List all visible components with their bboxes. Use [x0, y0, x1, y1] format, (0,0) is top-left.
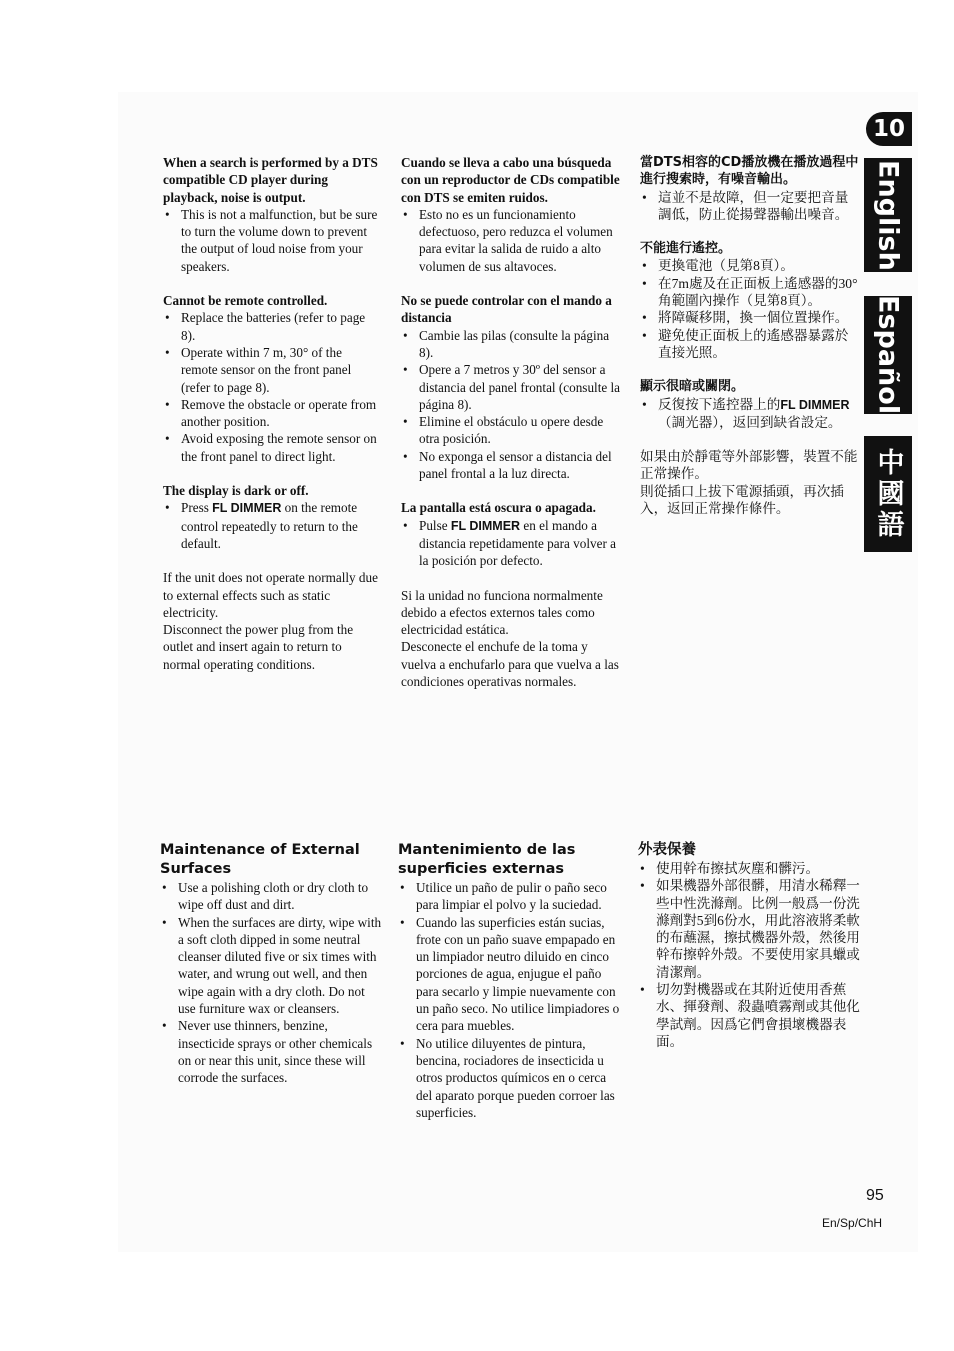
list-item: • 將障礙移開，換一個位置操作。: [640, 309, 860, 326]
chinese-note-2: 則從插口上拔下電源插頭，再次插入，返回正常操作條件。: [640, 483, 844, 517]
chinese-dts-heading: 當DTS相容的CD播放機在播放過程中進行搜索時，有噪音輸出。: [640, 155, 859, 188]
list-item: • No exponga el sensor a distancia del panel frontal a la luz directa.: [401, 448, 623, 483]
tab-chinese: [864, 436, 912, 552]
chinese-remote-heading: 不能進行遙控。: [640, 241, 732, 257]
list-item: • 切勿對機器或在其附近使用香蕉水、揮發劑、殺蟲噴霧劑或其他化學試劑。因爲它們會損壞機器表面。: [638, 981, 860, 1050]
list-item: • Opere a 7 metros y 30º del sensor a distancia del panel frontal (consulte la página 8).: [401, 361, 623, 413]
list-item: • Operate within 7 m, 30° of the remote sensor on the front panel (refer to page 8).: [163, 344, 381, 396]
list-item: • Replace the batteries (refer to page 8).: [163, 309, 381, 344]
english-dts-list: [163, 206, 381, 275]
tab-chinese-label: 中國語: [872, 447, 904, 541]
list-item: [640, 396, 860, 432]
spanish-dts-heading: Cuando se lleva a cabo una búsqueda con un reproductor de CDs compatible con DTS se emiten ruidos.: [401, 155, 620, 205]
list-item: • Esto no es un funcionamiento defectuoso, pero reduzca el volumen para evitar la salida de ruido a alto volumen de sus altavoces.: [401, 206, 623, 275]
spanish-maintenance: [398, 841, 620, 1138]
english-column: [163, 154, 381, 673]
fl-dimmer-button-label: FL DIMMER: [450, 518, 521, 533]
spanish-remote-heading: No se puede controlar con el mando a distancia: [401, 293, 612, 326]
page-number: 95: [866, 1187, 884, 1204]
list-item: • 使用幹布擦拭灰塵和髒污。: [638, 860, 860, 877]
press-text: Press: [181, 500, 209, 516]
list-item: • Utilice un paño de pulir o paño seco para limpiar el polvo y la suciedad.: [398, 879, 620, 914]
spanish-maintenance-list: [398, 879, 620, 1121]
list-item: • 更換電池（見第8頁）。: [640, 257, 860, 274]
list-item: [401, 517, 623, 570]
tab-espanol-label: Español: [872, 295, 904, 415]
english-maintenance-heading: Maintenance of External Surfaces: [160, 842, 360, 877]
english-note-1: If the unit does not operate normally due to external effects such as static electricity.: [163, 570, 378, 620]
chinese-maintenance-list: [638, 860, 860, 1050]
list-item: • Cuando las superficies están sucias, frote con un paño suave empapado en un limpiador neutro diluido en cinco porciones de agua, enjugue el paño para secarlo y limpie nuevamente con un paño seco. No utilice limpiadores o cera para muebles.: [398, 914, 620, 1035]
list-item: • Remove the obstacle or operate from another position.: [163, 396, 381, 431]
english-remote-heading: Cannot be remote controlled.: [163, 293, 328, 309]
list-item: • 這並不是故障，但一定要把音量調低，防止從揚聲器輸出噪音。: [640, 189, 860, 224]
fl-dimmer-button-label: FL DIMMER: [212, 501, 282, 516]
spanish-note-2: Desconecte el enchufe de la toma y vuelva a enchufarlo para que vuelva a las condiciones operativas normales.: [401, 639, 619, 690]
list-item: • 避免使正面板上的遙感器暴露於直接光照。: [640, 327, 860, 362]
chinese-display-heading: 顯示很暗或關閉。: [640, 379, 745, 395]
english-maintenance-list: [160, 879, 382, 1087]
list-item: • Cambie las pilas (consulte la página 8).: [401, 327, 623, 362]
spanish-dts-list: [401, 206, 623, 275]
chinese-maintenance-heading: 外表保養: [638, 842, 696, 858]
tab-english-label: English: [872, 159, 904, 271]
english-dts-heading: When a search is performed by a DTS compatible CD player during playback, noise is output.: [163, 155, 378, 205]
spanish-display-list: [401, 517, 623, 570]
list-item: • Avoid exposing the remote sensor on the front panel to direct light.: [163, 430, 381, 465]
english-remote-list: [163, 309, 381, 465]
spanish-column: [401, 154, 623, 690]
chinese-remote-list: [640, 257, 860, 361]
press-rest-text: （調光器），返回到缺省設定。: [658, 414, 842, 430]
english-display-list: [163, 499, 381, 552]
spanish-display-heading: La pantalla está oscura o apagada.: [401, 500, 596, 516]
list-item: • 如果機器外部很髒，用清水稀釋一些中性洗滌劑。比例一般爲一份洗滌劑對5到6份水，用此溶液將柔軟的布蘸濕，擦拭機器外殼，然後用幹布擦幹外殼。不要使用家具蠟或清潔劑。: [638, 877, 860, 981]
list-item: • Never use thinners, benzine, insecticide sprays or other chemicals on or near this unit, since these will corrode the surfaces.: [160, 1017, 382, 1086]
tab-english: [864, 158, 912, 272]
chinese-display-list: [640, 396, 860, 432]
spanish-maintenance-heading: Mantenimiento de las superficies externas: [398, 842, 576, 877]
chapter-number-badge: 10: [866, 112, 912, 146]
chinese-dts-list: [640, 189, 860, 224]
spanish-note-1: Si la unidad no funciona normalmente debido a efectos externos tales como electricidad estática.: [401, 587, 603, 638]
list-item: • No utilice diluyentes de pintura, bencina, rociadores de insecticida u otros productos químicos en o cerca del aparato porque pueden corroer las superficies.: [398, 1035, 620, 1121]
list-item: • When the surfaces are dirty, wipe with a soft cloth dipped in some neutral cleanser diluted five or six times with water, and wrung out well, and then wipe again with a dry cloth. Do not use furniture wax or cleansers.: [160, 914, 382, 1018]
press-text: 反復按下遙控器上的: [658, 396, 781, 412]
press-rest-text: en el mando a distancia repetidamente para volver a la posición por defecto.: [419, 517, 616, 569]
list-item: • This is not a malfunction, but be sure to turn the volume down to prevent the output of loud noise from your speakers.: [163, 206, 381, 275]
list-item: • Elimine el obstáculo u opere desde otra posición.: [401, 413, 623, 448]
english-maintenance: [160, 841, 382, 1104]
english-note-2: Disconnect the power plug from the outlet and insert again to return to normal operating conditions.: [163, 622, 354, 672]
list-item: • Use a polishing cloth or dry cloth to wipe off dust and dirt.: [160, 879, 382, 914]
list-item: [163, 499, 381, 552]
chinese-note-1: 如果由於靜電等外部影響，裝置不能正常操作。: [640, 449, 858, 482]
press-text: Pulse: [419, 517, 448, 533]
chinese-column: [640, 154, 860, 517]
english-display-heading: The display is dark or off.: [163, 483, 309, 499]
footer-language-code: En/Sp/ChH: [822, 1216, 883, 1230]
tab-espanol: [864, 296, 912, 414]
list-item: • 在7m處及在正面板上遙感器的30° 角範圍內操作（見第8頁）。: [640, 275, 860, 310]
fl-dimmer-button-label: FL DIMMER: [780, 397, 850, 412]
press-rest-text: on the remote control repeatedly to return to the default.: [181, 500, 358, 551]
chinese-maintenance: [638, 841, 860, 1067]
spanish-remote-list: [401, 327, 623, 483]
